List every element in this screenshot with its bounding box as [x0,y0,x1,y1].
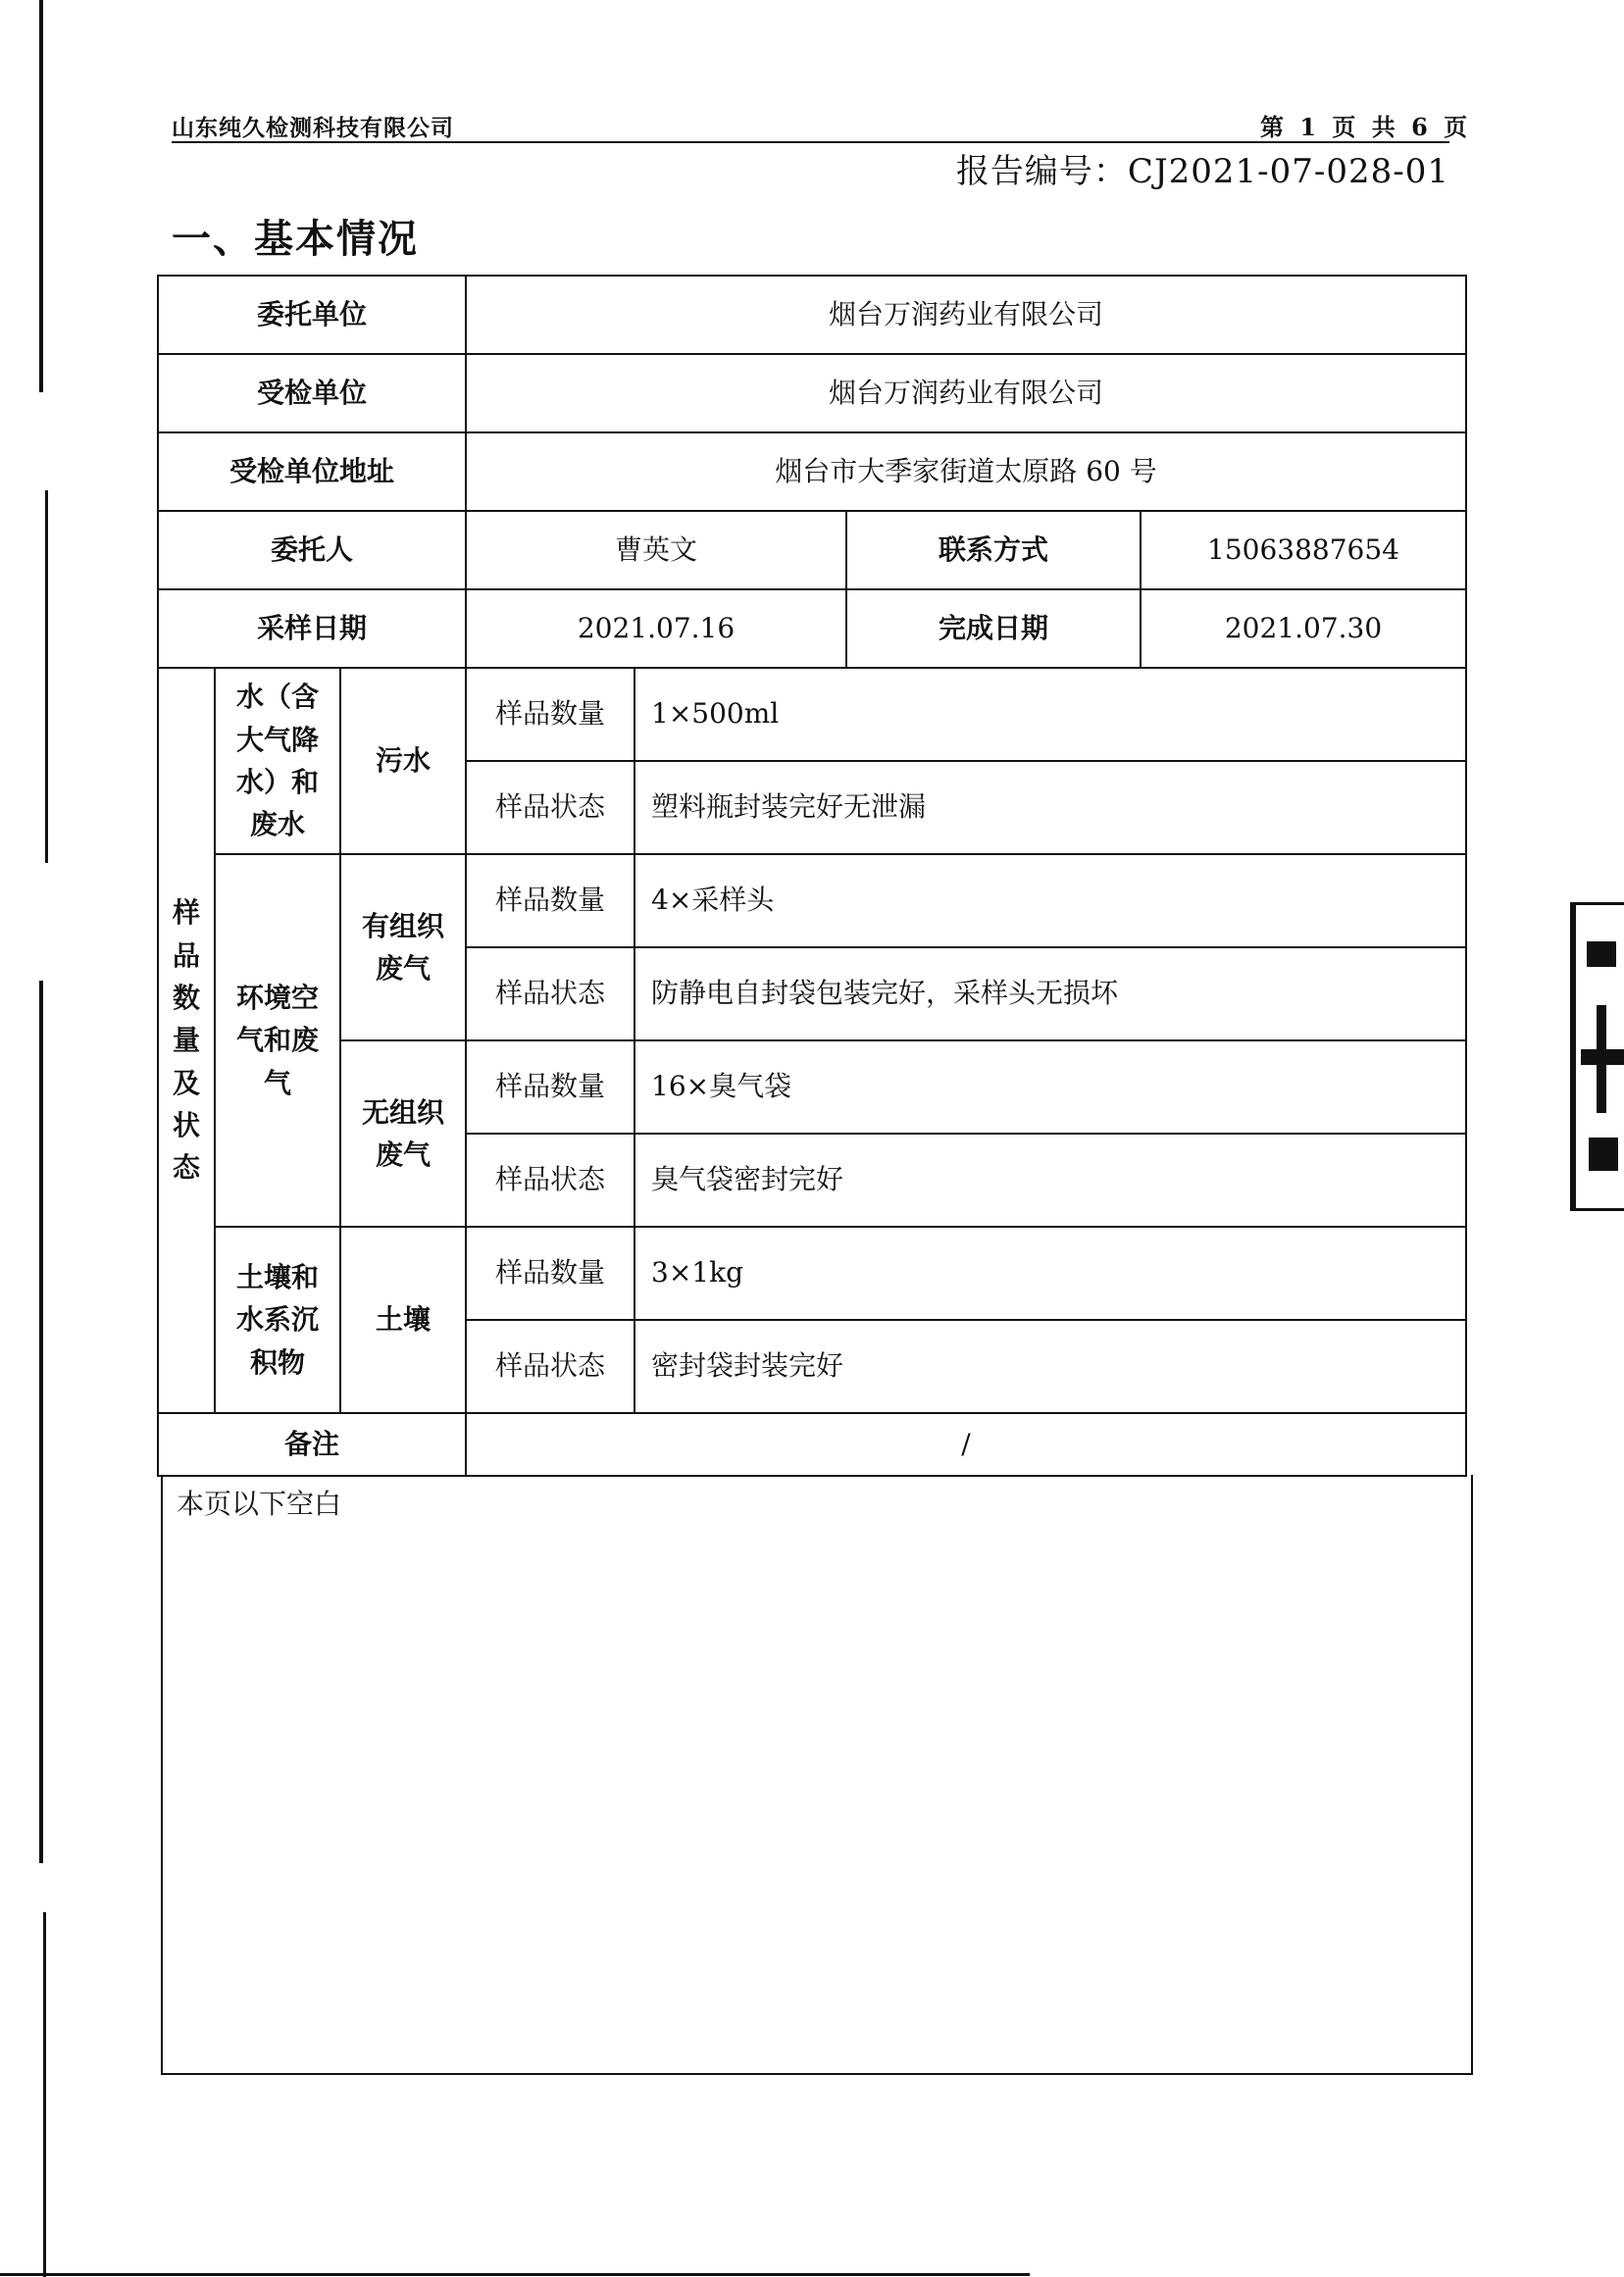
sampling-date-value: 2021.07.16 [466,589,846,668]
sample-subtype: 污水 [340,668,466,854]
table-row [158,1227,1466,1320]
sample-category: 土壤和水系沉积物 [215,1227,340,1413]
report-number: 报告编号：CJ2021-07-028-01 [955,152,1449,191]
sample-category: 水（含大气降水）和废水 [215,668,340,854]
scan-edge-line [39,0,43,392]
header-divider [172,141,1449,143]
inspected-label: 受检单位 [158,354,466,432]
client-label: 委托单位 [158,276,466,354]
completion-date-value: 2021.07.30 [1141,589,1466,668]
scan-edge-line [43,1912,46,2277]
sample-subtype: 土壤 [340,1227,466,1413]
sample-subtype: 无组织废气 [340,1040,466,1227]
quantity-label: 样品数量 [466,854,634,947]
table-row [158,854,1466,947]
sample-state: 密封袋封装完好 [634,1320,1466,1413]
table-row [158,668,1466,761]
section-title: 一、基本情况 [172,216,419,262]
quantity-label: 样品数量 [466,1227,634,1320]
sample-quantity: 4×采样头 [634,854,1466,947]
sample-quantity: 16×臭气袋 [634,1040,1466,1134]
state-label: 样品状态 [466,761,634,854]
sample-state: 塑料瓶封装完好无泄漏 [634,761,1466,854]
address-row [158,432,1466,511]
sample-quantity: 3×1kg [634,1227,1466,1320]
state-label: 样品状态 [466,1134,634,1227]
client-row [158,276,1466,354]
state-label: 样品状态 [466,1320,634,1413]
blank-note: 本页以下空白 [177,1488,342,1520]
sample-category: 环境空气和废气 [215,854,340,1227]
page-indicator: 第 1 页 共 6 页 [1260,113,1472,141]
blank-area [161,1475,1473,2075]
address-value: 烟台市大季家街道太原路 60 号 [466,432,1466,511]
sampling-date-label: 采样日期 [158,589,466,668]
contact-value: 15063887654 [1141,511,1466,589]
company-name: 山东纯久检测科技有限公司 [172,115,454,141]
quantity-label: 样品数量 [466,1040,634,1134]
remark-value: / [466,1413,1466,1476]
scan-bottom-line [0,2273,1030,2276]
seal-stamp [1567,902,1624,1211]
principal-label: 委托人 [158,511,466,589]
basic-info-table [157,275,1467,1477]
client-value: 烟台万润药业有限公司 [466,276,1466,354]
principal-value: 曹英文 [466,511,846,589]
sample-subtype: 有组织废气 [340,854,466,1040]
date-row [158,589,1466,668]
sample-state: 防静电自封袋包装完好，采样头无损坏 [634,947,1466,1040]
samples-label: 样品数量及状态 [158,668,215,1413]
scan-edge-line [45,490,48,863]
inspected-row [158,354,1466,432]
principal-row [158,511,1466,589]
scan-edge-line [39,981,43,1863]
quantity-label: 样品数量 [466,668,634,761]
state-label: 样品状态 [466,947,634,1040]
completion-date-label: 完成日期 [846,589,1141,668]
remark-row [158,1413,1466,1476]
remark-label: 备注 [158,1413,466,1476]
sample-state: 臭气袋密封完好 [634,1134,1466,1227]
inspected-value: 烟台万润药业有限公司 [466,354,1466,432]
contact-label: 联系方式 [846,511,1141,589]
sample-quantity: 1×500ml [634,668,1466,761]
address-label: 受检单位地址 [158,432,466,511]
table-row [158,1040,1466,1134]
